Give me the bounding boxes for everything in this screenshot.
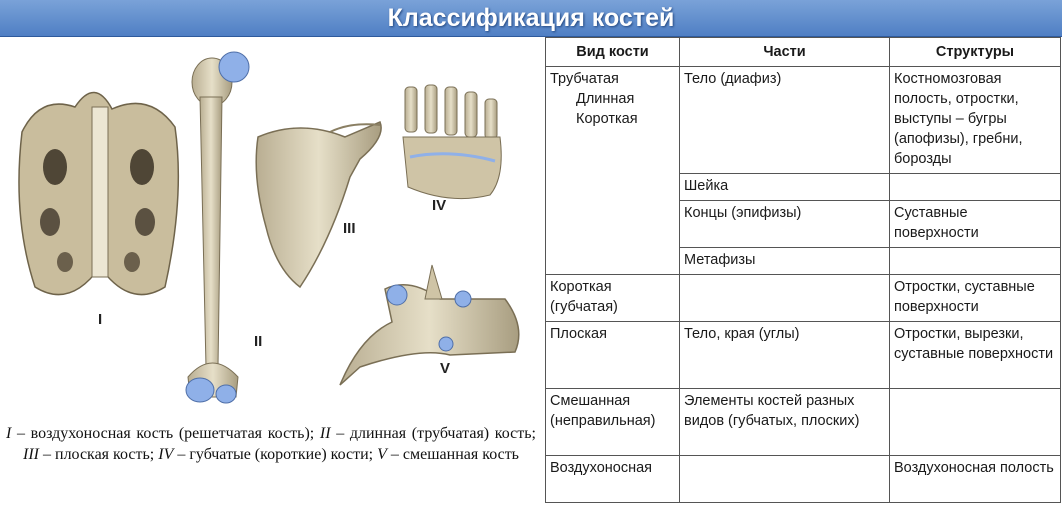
- table-row: [546, 67, 1061, 174]
- humerus-bone: [186, 52, 249, 403]
- scapula-bone: [256, 122, 381, 287]
- label-i: I: [98, 311, 103, 328]
- label-v: V: [440, 360, 451, 377]
- cell-part: Концы (эпифизы): [680, 201, 890, 248]
- tubular-type-label: Трубчатая: [550, 71, 619, 87]
- caption-part: – длинная (трубчатая) кость;: [330, 425, 536, 442]
- figure-caption: [6, 423, 536, 465]
- vertebra-bone: [340, 265, 519, 385]
- cell-type: Плоская: [546, 322, 680, 389]
- tubular-subtype-short: Короткая: [576, 111, 638, 127]
- table-row: [546, 275, 1061, 322]
- caption-part: – плоская кость;: [39, 446, 159, 463]
- cell-type: Смешанная (неправильная): [546, 389, 680, 456]
- cell-structure: Отростки, суставные поверхности: [890, 275, 1061, 322]
- cell-structure: Суставные поверхности: [890, 201, 1061, 248]
- table-row: [546, 322, 1061, 389]
- caption-part: – смешанная кость: [386, 446, 519, 463]
- caption-part: IV: [158, 446, 174, 463]
- cell-structure: [890, 174, 1061, 201]
- classification-table: [545, 37, 1061, 503]
- header-parts: Части: [680, 38, 890, 67]
- cell-part: Метафизы: [680, 248, 890, 275]
- cell-part: Шейка: [680, 174, 890, 201]
- cell-type: Воздухоносная: [546, 456, 680, 503]
- cell-part: Тело (диафиз): [680, 67, 890, 174]
- cell-part: Элементы костей разных видов (губчатых, плоских): [680, 389, 890, 456]
- bones-drawing: [0, 37, 545, 417]
- title-banner: [0, 0, 1062, 37]
- label-iv: IV: [432, 197, 447, 214]
- table-header-row: [546, 38, 1061, 67]
- caption-part: V: [377, 446, 387, 463]
- cell-type: Короткая (губчатая): [546, 275, 680, 322]
- caption-part: – губчатые (короткие) кости;: [173, 446, 378, 463]
- header-structures: Структуры: [890, 38, 1061, 67]
- cell-structure: Воздухоносная полость: [890, 456, 1061, 503]
- label-iii: III: [343, 220, 356, 237]
- caption-part: III: [23, 446, 39, 463]
- ethmoid-bone: [19, 92, 178, 294]
- caption-part: I: [6, 425, 12, 442]
- header-bone-type: Вид кости: [546, 38, 680, 67]
- caption-part: II: [319, 425, 331, 442]
- caption-part: – воздухоносная кость (решетчатая кость);: [11, 425, 320, 442]
- foot-bones: [403, 85, 501, 199]
- cell-structure: Костномозговая полость, отростки, выступы – бугры (апофизы), гребни, борозды: [890, 67, 1061, 174]
- cell-part: [680, 275, 890, 322]
- table-row: [546, 456, 1061, 503]
- cell-part: Тело, края (углы): [680, 322, 890, 389]
- page-title: Классификация костей: [387, 3, 675, 32]
- label-ii: II: [254, 333, 263, 350]
- bone-illustration: [0, 37, 545, 527]
- cell-type-tubular: [546, 67, 680, 275]
- table-row: [546, 389, 1061, 456]
- cell-structure: [890, 389, 1061, 456]
- cell-structure: [890, 248, 1061, 275]
- cell-structure: Отростки, вырезки, суставные поверхности: [890, 322, 1061, 389]
- cell-part: [680, 456, 890, 503]
- tubular-subtype-long: Длинная: [576, 91, 635, 107]
